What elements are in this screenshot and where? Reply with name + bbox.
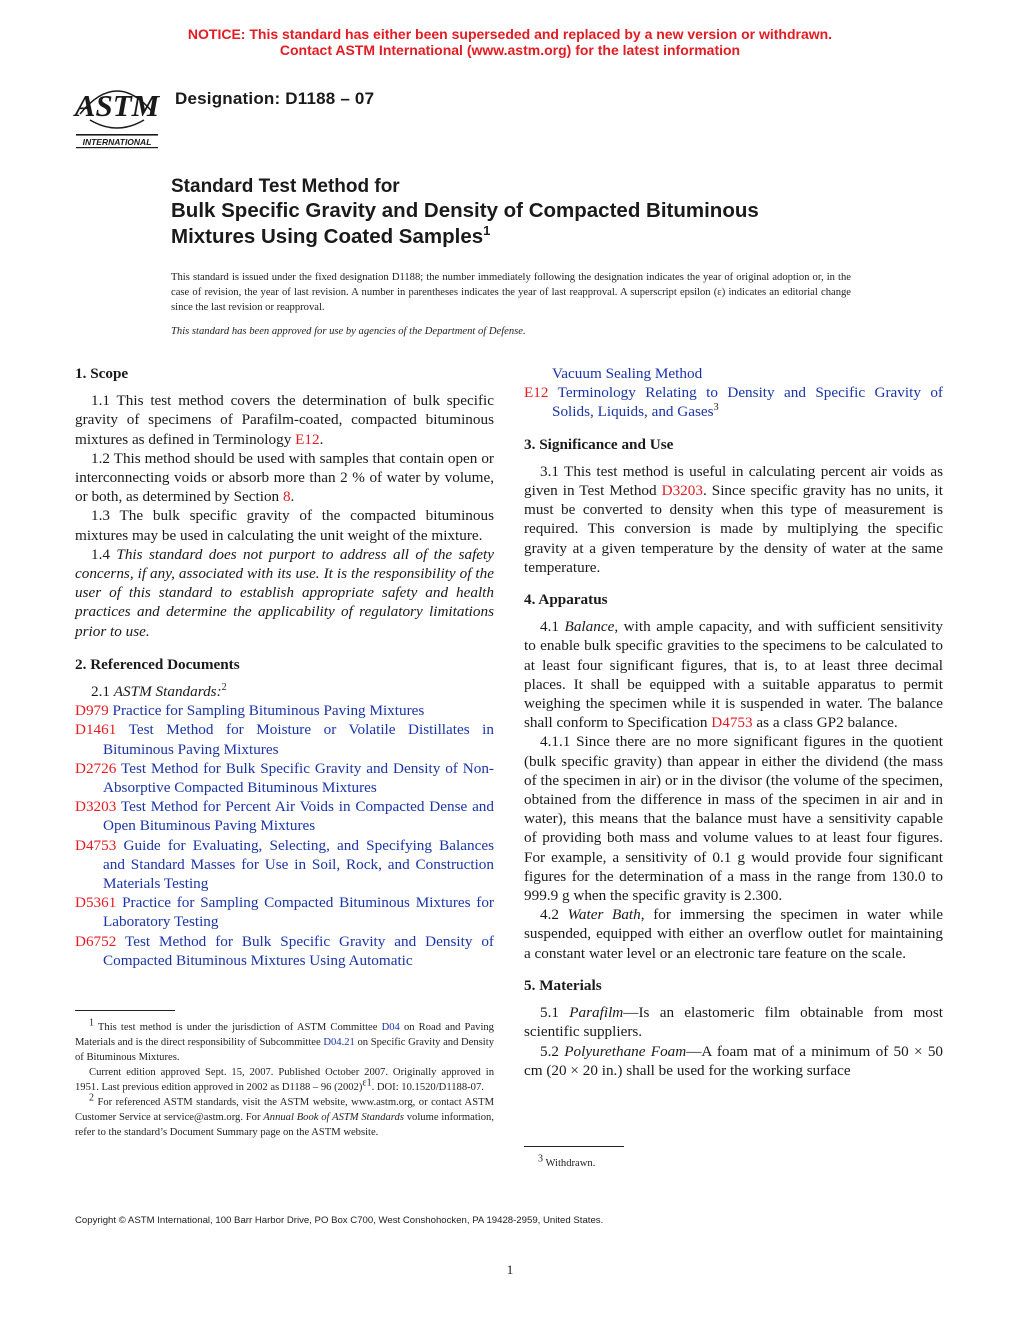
issue-note: This standard is issued under the fixed designation D1188; the number immediately following the designation indicates the year of original adoption or, in the case of revision, the year of last revision. A number in parentheses indicates the year of last reapproval. A superscript epsilon (ε) indicates an editorial change since the last revision or reapproval. — [171, 272, 851, 313]
logo-text: ASTM — [74, 88, 160, 123]
page-number: 1 — [506, 1262, 514, 1277]
ref-title[interactable]: Test Method for Percent Air Voids in Compacted Dense and Open Bituminous Paving Mixtures — [103, 798, 494, 835]
document-title — [171, 176, 891, 250]
approval-note: This standard has been approved for use by agencies of the Department of Defense. — [171, 326, 526, 337]
footnotes-right — [524, 1153, 943, 1171]
footnote-rule-left — [75, 1010, 175, 1011]
right-column — [524, 364, 943, 1080]
para-1-4: 1.4 This standard does not purport to address all of the safety concerns, if any, associated with its use. It is the responsibility of the user of this standard to establish appropriate safety and health practices and determine the applicability of regulatory limitations prior to use. — [75, 545, 495, 640]
para-5-1: 5.1 Parafilm—Is an elastomeric film obtainable from most scientific suppliers. — [524, 1004, 944, 1041]
ref-title[interactable]: Practice for Sampling Compacted Bituminous Mixtures for Laboratory Testing — [103, 894, 494, 931]
copyright-line: Copyright © ASTM International, 100 Barr Harbor Drive, PO Box C700, West Conshohocken, PA 19428-2959, United States. — [75, 1215, 604, 1226]
ref-item — [75, 893, 494, 931]
title-line-1: Standard Test Method for — [171, 176, 400, 197]
ref-code[interactable]: D979 — [75, 702, 109, 720]
footnote-1-edition: Current edition approved Sept. 15, 2007. Published October 2007. Originally approved in 1951. Last previous edition approved in 2002 as D1188 – 96 $(2002)^{\varepsilon 1}$. DOI: 10.1520/D1188-07. — [75, 1067, 494, 1093]
ref-item — [75, 720, 494, 758]
ref-item — [75, 701, 494, 720]
footnote-2: $^2$ For referenced ASTM standards, visit the ASTM website, www.astm.org, or contact ASTM Customer Service at service@astm.org. For Annual Book of ASTM Standards volume information, refer to the standard’s Document Summary page on the ASTM website. — [75, 1092, 494, 1138]
ref-title[interactable]: Guide for Evaluating, Selecting, and Specifying Balances and Standard Masses for Use in Soil, Rock, and Construction Materials Testing — [103, 836, 494, 893]
scope-heading: 1. Scope — [75, 365, 129, 382]
designation: Designation: D1188 – 07 — [175, 89, 375, 108]
para-4-2: 4.2 Water Bath, for immersing the specimen in water while suspended, equipped with either an overflow outlet for maintaining a constant water level or an electronic tare feature on the scale. — [524, 906, 944, 962]
ref-code[interactable]: D4753 — [75, 836, 117, 854]
para-5-2: 5.2 Polyurethane Foam—A foam mat of a minimum of 50 × 50 cm (20 × 20 in.) shall be used for the working surface — [524, 1042, 944, 1079]
para-1-1: 1.1 This test method covers the determination of bulk specific gravity of specimens of Parafilm-coated, compacted bituminous mixtures as defined in Terminology E12. — [75, 392, 494, 448]
ref-title[interactable]: Test Method for Moisture or Volatile Distillates in Bituminous Paving Mixtures — [103, 721, 494, 758]
ref-item: E12 Terminology Relating to Density and Specific Gravity of Solids, Liquids, and Gases$^3$ — [524, 384, 943, 421]
superseded-notice — [0, 26, 1020, 58]
para-2-1: 2.1 ASTM Standards:$^2$ — [91, 681, 227, 701]
ref-code[interactable]: D6752 — [75, 932, 117, 950]
link-e12[interactable]: E12 — [295, 430, 320, 448]
materials-heading: 5. Materials — [524, 976, 602, 994]
logo-subtitle: INTERNATIONAL — [82, 137, 152, 147]
referenced-heading: 2. Referenced Documents — [75, 655, 240, 673]
apparatus-heading: 4. Apparatus — [524, 591, 608, 609]
title-footnote-mark: 1 — [483, 223, 491, 239]
para-4-1-1: 4.1.1 Since there are no more significant figures in the quotient (bulk specific gravity) than appear in either the dividend (the mass of the specimen in air) or in the divisor (the volume of the specimen, obtained from the difference in mass of the specimen in air and in water), this means that the balance must have a sensitivity capable of providing both mass and volume values to at least four figures. For example, a sensitivity of 0.1 g would provide four significant figures for the determination of a mass in the range from 130.0 to 999.9 g when the specific gravity is 2.300. — [524, 733, 943, 905]
left-column — [75, 364, 494, 970]
significance-heading: 3. Significance and Use — [524, 435, 674, 453]
ref-item — [75, 836, 494, 894]
ref-title[interactable]: Vacuum Sealing Method — [552, 365, 703, 382]
ref-code[interactable]: D2726 — [75, 759, 117, 777]
link-section-8[interactable]: 8 — [282, 488, 291, 506]
para-1-3: 1.3 The bulk specific gravity of the compacted bituminous mixtures may be used in calculating the unit weight of the mixture. — [75, 507, 494, 544]
ref-code[interactable]: D5361 — [75, 894, 117, 912]
footnote-3: $^3$ Withdrawn. — [538, 1153, 596, 1169]
ref-title[interactable]: Test Method for Bulk Specific Gravity and Density of Compacted Bituminous Mixtures Using Automatic — [103, 932, 494, 969]
ref-title[interactable]: Test Method for Bulk Specific Gravity and Density of Non-Absorptive Compacted Bituminous Mixtures — [103, 759, 494, 797]
ref-item — [75, 932, 494, 970]
ref-item-continued — [524, 364, 943, 383]
astm-logo-icon — [72, 74, 162, 150]
footnotes-left — [75, 1017, 494, 1140]
title-line-2: Bulk Specific Gravity and Density of Compacted Bituminous — [171, 199, 759, 222]
para-1-2: 1.2 This method should be used with samples that contain open or interconnecting voids or absorb more than 2 % of water by volume, or both, as determined by Section 8. — [75, 449, 494, 506]
link-d04[interactable]: D04 — [381, 1022, 400, 1033]
ref-item — [75, 759, 494, 797]
title-line-3: Mixtures Using Coated Samples$^1$ — [171, 223, 491, 248]
notice-line-2: Contact ASTM International (www.astm.org) for the latest information — [279, 42, 741, 58]
ref-code[interactable]: E12 — [524, 384, 549, 402]
ref-item — [75, 797, 494, 835]
link-d4753[interactable]: D4753 — [711, 714, 753, 732]
link-d3203[interactable]: D3203 — [661, 482, 703, 500]
para-4-1: 4.1 Balance, with ample capacity, and with sufficient sensitivity to enable bulk specific gravities to the specimens to be calculated to at least four significant figures, that is, to at least three decimal places. It shall be equipped with a suitable apparatus to permit weighing the specimen while it is suspended in water. The balance shall conform to Specification D4753 as a class GP2 balance. — [524, 618, 943, 732]
para-3-1: 3.1 This test method is useful in calculating percent air voids as given in Test Method D3203. Since specific gravity has no units, it must be converted to density when this type of measurement is required. This conversion is made by multiplying the specific gravity at a given temperature by the density of water at the same temperature. — [524, 462, 943, 576]
ref-code[interactable]: D3203 — [75, 798, 117, 816]
footnote-1: $^1$ This test method is under the jurisdiction of ASTM Committee D04 on Road and Paving Materials and is the direct responsibility of Subcommittee D04.21 on Specific Gravity and Density of Bituminous Mixtures. — [75, 1017, 494, 1063]
link-d04-21[interactable]: D04.21 — [323, 1037, 355, 1048]
ref-code[interactable]: D1461 — [75, 721, 117, 739]
notice-line-1: NOTICE: This standard has either been superseded and replaced by a new version or withdrawn. — [187, 26, 833, 42]
ref-title[interactable]: Practice for Sampling Bituminous Paving Mixtures — [112, 702, 425, 720]
footnote-rule-right — [524, 1146, 624, 1147]
ref-title[interactable]: Terminology Relating to Density and Specific Gravity of Solids, Liquids, and Gases — [552, 384, 943, 421]
